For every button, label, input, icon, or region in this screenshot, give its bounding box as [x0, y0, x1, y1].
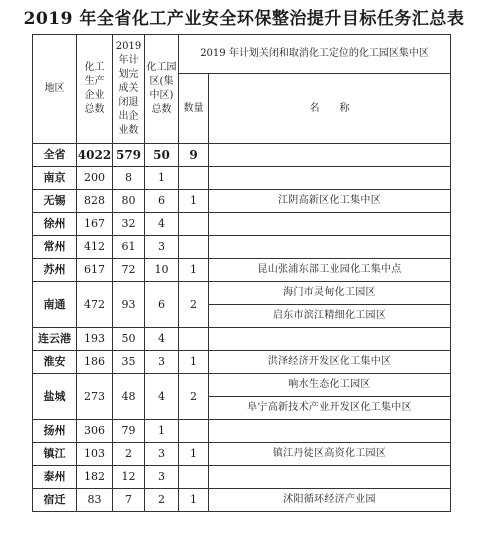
table-row — [33, 374, 451, 397]
closures-cell: 12 — [113, 466, 145, 489]
header-enterprises-text: 化工生产企业总数 — [84, 62, 105, 115]
park-name-cell — [209, 167, 451, 190]
closures-cell: 579 — [113, 144, 145, 167]
table-row — [33, 328, 451, 351]
closures-cell: 35 — [113, 351, 145, 374]
parks-cell: 2 — [145, 489, 179, 512]
park-name-cell: 启东市滨江精细化工园区 — [209, 305, 451, 328]
table-row — [33, 466, 451, 489]
enterprises-cell: 200 — [77, 167, 113, 190]
region-cell: 苏州 — [33, 259, 77, 282]
parks-cell: 3 — [145, 443, 179, 466]
summary-table — [32, 34, 451, 512]
header-name: 名 称 — [209, 74, 451, 144]
closures-cell: 48 — [113, 374, 145, 420]
table-body — [33, 144, 451, 512]
table-row — [33, 259, 451, 282]
enterprises-cell: 83 — [77, 489, 113, 512]
header-group: 2019 年计划关闭和取消化工定位的化工园区集中区 — [179, 35, 451, 74]
closures-cell: 93 — [113, 282, 145, 328]
region-cell: 宿迁 — [33, 489, 77, 512]
page-title: 2019 年全省化工产业安全环保整治提升目标任务汇总表 — [23, 9, 465, 29]
table-row — [33, 167, 451, 190]
header-planned-closures-text: 2019年计划完成关闭退出企业数 — [115, 41, 142, 136]
region-cell: 徐州 — [33, 213, 77, 236]
table-row — [33, 236, 451, 259]
quantity-cell: 2 — [179, 374, 209, 420]
park-name-cell — [209, 144, 451, 167]
quantity-cell: 1 — [179, 351, 209, 374]
table-row — [33, 351, 451, 374]
park-name-cell: 洪泽经济开发区化工集中区 — [209, 351, 451, 374]
parks-cell: 6 — [145, 190, 179, 213]
enterprises-cell: 167 — [77, 213, 113, 236]
enterprises-cell: 306 — [77, 420, 113, 443]
parks-cell: 3 — [145, 236, 179, 259]
enterprises-cell: 617 — [77, 259, 113, 282]
quantity-cell: 9 — [179, 144, 209, 167]
quantity-cell — [179, 213, 209, 236]
region-cell: 常州 — [33, 236, 77, 259]
parks-cell: 1 — [145, 420, 179, 443]
table-row — [33, 443, 451, 466]
park-name-cell — [209, 213, 451, 236]
enterprises-cell: 412 — [77, 236, 113, 259]
enterprises-cell: 182 — [77, 466, 113, 489]
parks-cell: 6 — [145, 282, 179, 328]
quantity-cell: 1 — [179, 259, 209, 282]
park-name-cell — [209, 236, 451, 259]
quantity-cell — [179, 167, 209, 190]
table-row — [33, 282, 451, 305]
region-cell: 淮安 — [33, 351, 77, 374]
park-name-cell — [209, 328, 451, 351]
park-name-cell: 沭阳循环经济产业园 — [209, 489, 451, 512]
park-name-cell: 阜宁高新技术产业开发区化工集中区 — [209, 397, 451, 420]
region-cell: 扬州 — [33, 420, 77, 443]
quantity-cell: 1 — [179, 489, 209, 512]
closures-cell: 2 — [113, 443, 145, 466]
header-parks-text: 化工园区(集中区)总数 — [146, 62, 177, 115]
quantity-cell — [179, 328, 209, 351]
park-name-cell: 海门市灵甸化工园区 — [209, 282, 451, 305]
enterprises-cell: 273 — [77, 374, 113, 420]
parks-cell: 10 — [145, 259, 179, 282]
region-cell: 镇江 — [33, 443, 77, 466]
closures-cell: 7 — [113, 489, 145, 512]
park-name-cell: 响水生态化工园区 — [209, 374, 451, 397]
table-row — [33, 420, 451, 443]
enterprises-cell: 828 — [77, 190, 113, 213]
quantity-cell — [179, 236, 209, 259]
quantity-cell — [179, 466, 209, 489]
region-cell: 泰州 — [33, 466, 77, 489]
table-row — [33, 190, 451, 213]
parks-cell: 3 — [145, 351, 179, 374]
region-cell: 无锡 — [33, 190, 77, 213]
park-name-cell — [209, 466, 451, 489]
closures-cell: 50 — [113, 328, 145, 351]
table-row — [33, 489, 451, 512]
header-parks — [145, 35, 179, 144]
enterprises-cell: 103 — [77, 443, 113, 466]
closures-cell: 61 — [113, 236, 145, 259]
region-cell: 全省 — [33, 144, 77, 167]
header-enterprises — [77, 35, 113, 144]
region-cell: 南京 — [33, 167, 77, 190]
parks-cell: 3 — [145, 466, 179, 489]
quantity-cell: 1 — [179, 443, 209, 466]
closures-cell: 79 — [113, 420, 145, 443]
enterprises-cell: 193 — [77, 328, 113, 351]
closures-cell: 8 — [113, 167, 145, 190]
header-planned-closures — [113, 35, 145, 144]
park-name-cell: 镇江丹徒区高资化工园区 — [209, 443, 451, 466]
enterprises-cell: 472 — [77, 282, 113, 328]
header-region: 地区 — [33, 35, 77, 144]
closures-cell: 80 — [113, 190, 145, 213]
closures-cell: 72 — [113, 259, 145, 282]
table-row — [33, 144, 451, 167]
region-cell: 连云港 — [33, 328, 77, 351]
region-cell: 盐城 — [33, 374, 77, 420]
parks-cell: 50 — [145, 144, 179, 167]
parks-cell: 1 — [145, 167, 179, 190]
park-name-cell: 江阴高新区化工集中区 — [209, 190, 451, 213]
enterprises-cell: 4022 — [77, 144, 113, 167]
parks-cell: 4 — [145, 328, 179, 351]
closures-cell: 32 — [113, 213, 145, 236]
park-name-cell — [209, 420, 451, 443]
park-name-cell: 昆山张浦东部工业园化工集中点 — [209, 259, 451, 282]
enterprises-cell: 186 — [77, 351, 113, 374]
parks-cell: 4 — [145, 213, 179, 236]
quantity-cell: 2 — [179, 282, 209, 328]
table-row — [33, 213, 451, 236]
header-quantity: 数量 — [179, 74, 209, 144]
quantity-cell — [179, 420, 209, 443]
parks-cell: 4 — [145, 374, 179, 420]
region-cell: 南通 — [33, 282, 77, 328]
quantity-cell: 1 — [179, 190, 209, 213]
